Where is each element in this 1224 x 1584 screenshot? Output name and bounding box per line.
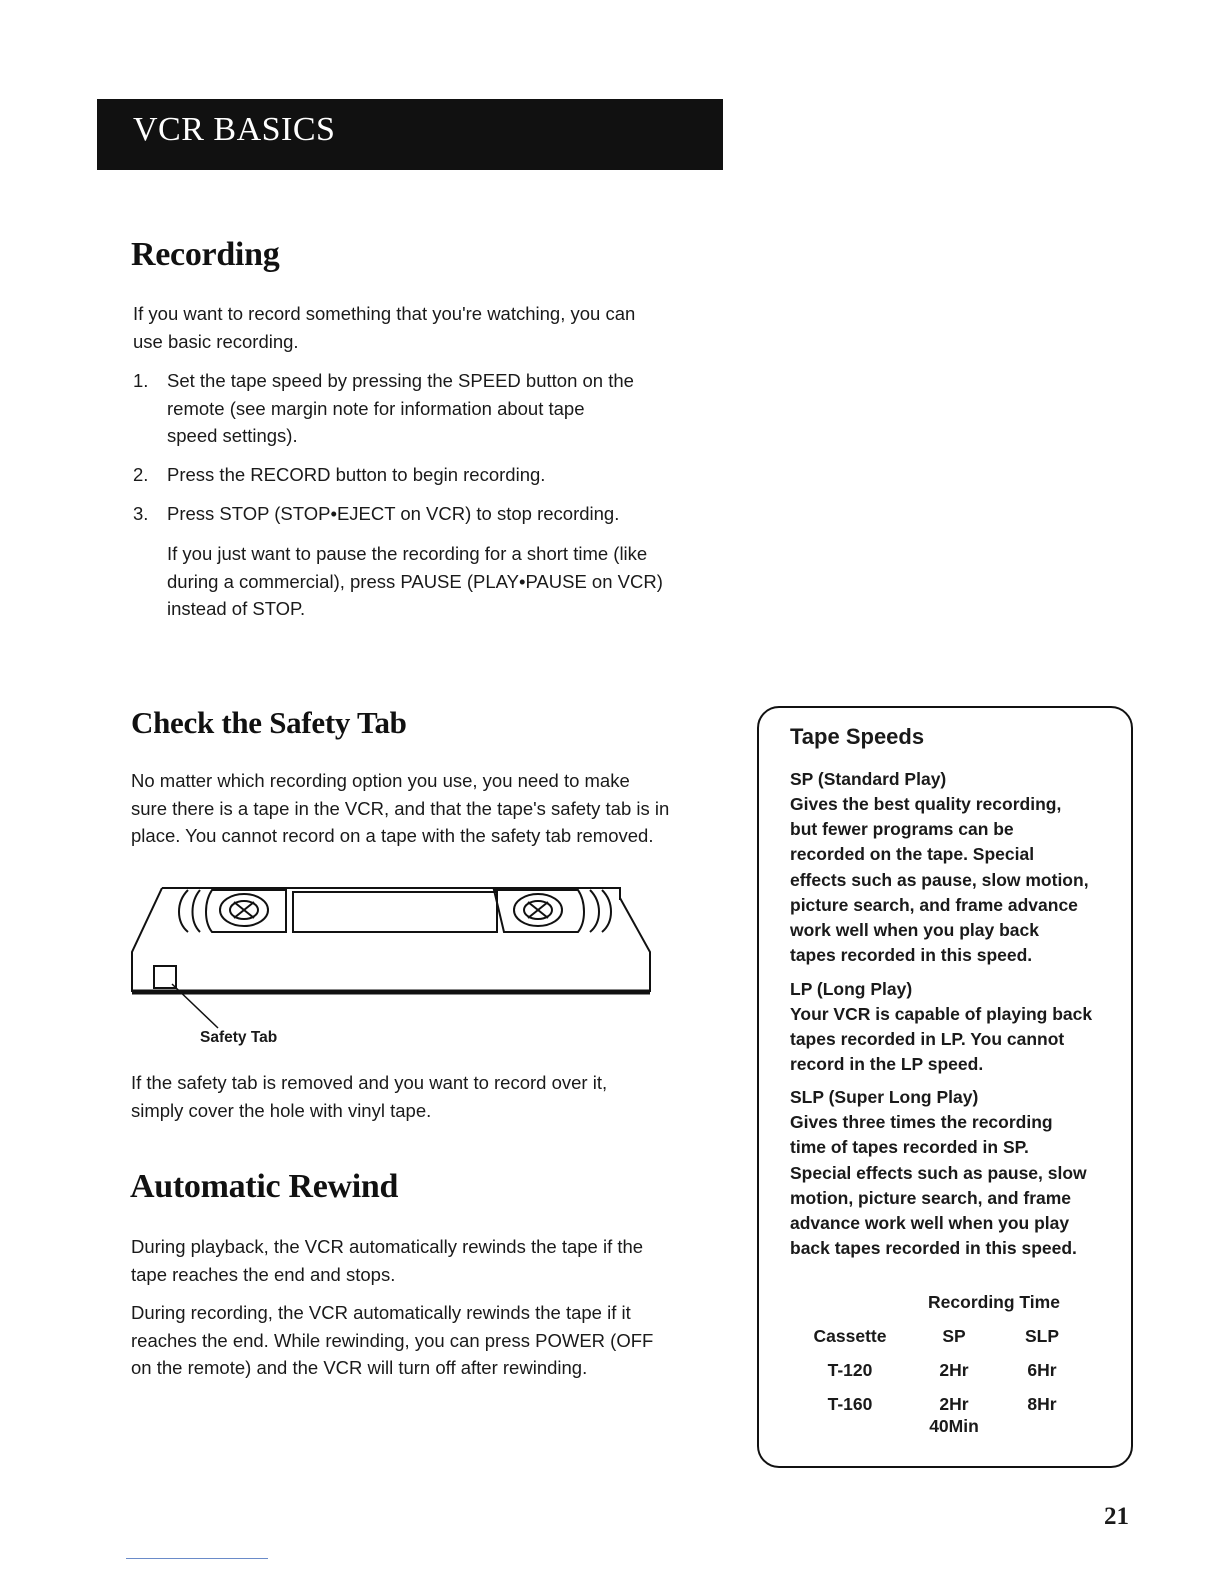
text-line: during a commercial), press PAUSE (PLAY•PAUSE on VCR): [167, 570, 663, 592]
sidebar-line: recorded on the tape. Special: [790, 844, 1035, 864]
sidebar-line: picture search, and frame advance: [790, 895, 1078, 915]
text-line: speed settings).: [167, 425, 298, 446]
text-line: use basic recording.: [133, 330, 299, 352]
text-line: simply cover the hole with vinyl tape.: [131, 1099, 432, 1121]
table-header-cassette: Cassette: [813, 1326, 887, 1346]
table-cell-cassette: T-160: [827, 1394, 873, 1414]
text-line: During playback, the VCR automatically rewinds the tape if the: [131, 1236, 644, 1257]
safety-tab-label: Safety Tab: [200, 1029, 278, 1046]
sidebar-line: Special effects such as pause, slow: [790, 1163, 1087, 1183]
table-cell-slp: 8Hr: [1027, 1394, 1057, 1414]
step-number: 1.: [133, 370, 149, 391]
text-line: instead of STOP.: [167, 598, 306, 619]
sidebar-line: Gives three times the recording: [790, 1112, 1053, 1132]
text-line: remote (see margin note for information about tape: [167, 397, 585, 419]
table-cell-cassette: T-120: [827, 1360, 873, 1380]
recording-intro: [133, 300, 723, 355]
safety-body: [131, 767, 731, 850]
sidebar-line: record in the LP speed.: [790, 1054, 984, 1074]
page-number: 21: [1104, 1503, 1129, 1530]
vhs-cassette-illustration: [128, 880, 658, 1040]
bottom-rule: [126, 1558, 268, 1559]
recording-heading: Recording: [131, 236, 280, 273]
sidebar-line: but fewer programs can be: [790, 819, 1014, 839]
text-line: If you just want to pause the recording for a short time (like: [167, 543, 648, 564]
text-line: If you want to record something that you're watching, you can: [133, 303, 636, 324]
text-line: Press STOP (STOP•EJECT on VCR) to stop recording.: [167, 503, 620, 524]
section-header-bar: [97, 99, 723, 170]
sidebar-line: tapes recorded in this speed.: [790, 945, 1033, 965]
text-line: If the safety tab is removed and you want to record over it,: [131, 1072, 608, 1093]
step-number: 2.: [133, 464, 149, 485]
section-title: VCR BASICS: [133, 111, 336, 148]
text-line: tape reaches the end and stops.: [131, 1263, 396, 1285]
table-cell-sp: 2Hr 40Min: [929, 1394, 979, 1436]
sidebar-line: LP (Long Play): [790, 979, 913, 999]
text-line: reaches the end. While rewinding, you can press POWER (OFF: [131, 1329, 654, 1351]
text-line: Press the RECORD button to begin recording.: [167, 464, 546, 485]
sidebar-line: SLP (Super Long Play): [790, 1087, 979, 1107]
table-cell-slp: 6Hr: [1027, 1360, 1057, 1380]
step-number: 3.: [133, 503, 149, 524]
table-group-header: Recording Time: [928, 1292, 1060, 1312]
table-cell-sp: 2Hr: [939, 1360, 969, 1380]
text-line: on the remote) and the VCR will turn off after rewinding.: [131, 1357, 588, 1378]
rewind-para-1: [131, 1233, 731, 1288]
text-line: place. You cannot record on a tape with the safety tab removed.: [131, 825, 654, 846]
sidebar-line: Gives the best quality recording,: [790, 794, 1062, 814]
sidebar-line: work well when you play back: [790, 920, 1039, 940]
sidebar-line: Your VCR is capable of playing back: [790, 1004, 1093, 1024]
rewind-para-2: [131, 1299, 731, 1382]
text-line: sure there is a tape in the VCR, and that the tape's safety tab is in: [131, 797, 670, 819]
table-header-sp: SP: [942, 1326, 966, 1346]
sidebar-line: SP (Standard Play): [790, 769, 947, 789]
text-line: Set the tape speed by pressing the SPEED button on the: [167, 370, 634, 391]
tape-speeds-sidebar: [757, 706, 1133, 1468]
text-line: During recording, the VCR automatically rewinds the tape if it: [131, 1302, 631, 1323]
rewind-heading: Automatic Rewind: [130, 1168, 399, 1205]
sidebar-line: back tapes recorded in this speed.: [790, 1238, 1077, 1258]
sidebar-line: effects such as pause, slow motion,: [790, 870, 1089, 890]
pause-note: [167, 540, 727, 623]
sidebar-line: tapes recorded in LP. You cannot: [790, 1029, 1065, 1049]
sidebar-line: advance work well when you play: [790, 1213, 1070, 1233]
sidebar-title: Tape Speeds: [790, 724, 925, 749]
safety-heading: Check the Safety Tab: [131, 705, 407, 740]
table-header-slp: SLP: [1024, 1326, 1060, 1346]
sidebar-line: motion, picture search, and frame: [790, 1188, 1072, 1208]
text-line: No matter which recording option you use, you need to make: [131, 770, 630, 791]
sidebar-line: time of tapes recorded in SP.: [790, 1137, 1029, 1157]
safety-after: [131, 1069, 731, 1124]
